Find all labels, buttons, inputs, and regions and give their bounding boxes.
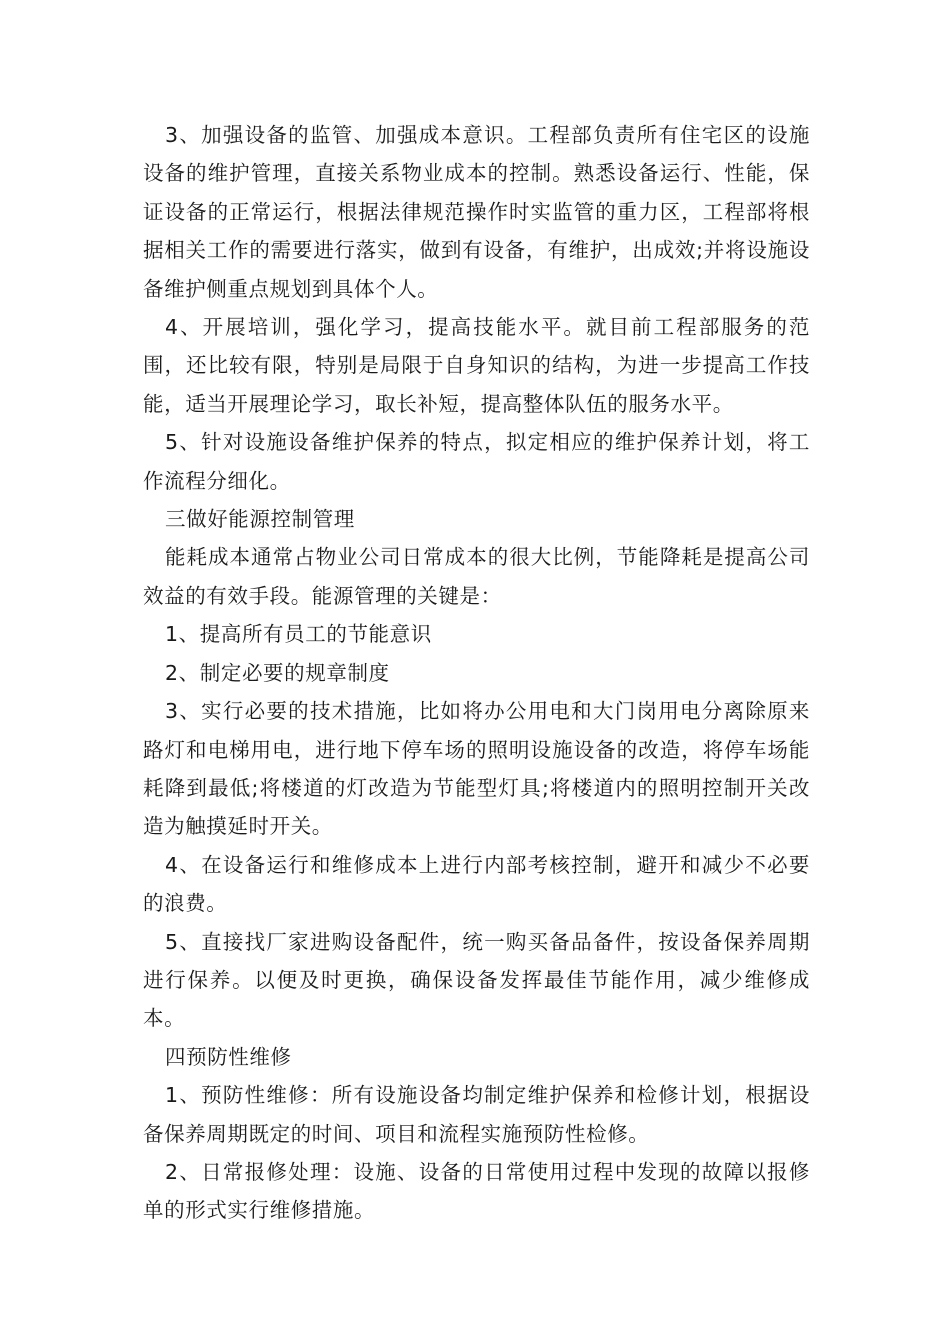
section-heading-preventive-maintenance: 四预防性维修 [165,1044,292,1069]
paragraph-preventive-maintenance: 1、预防性维修：所有设施设备均制定维护保养和检修计划，根据设备保养周期既定的时间、项目和流程实施预防性检修。 [143,1083,810,1146]
paragraph-maintenance-plan: 5、针对设施设备维护保养的特点，拟定相应的维护保养计划，将工作流程分细化。 [143,430,810,493]
paragraph-cost-control: 4、在设备运行和维修成本上进行内部考核控制，避开和减少不必要的浪费。 [143,852,810,916]
paragraph-training: 4、开展培训，强化学习，提高技能水平。就目前工程部服务的范围，还比较有限，特别是局限于自身知识的结构，为进一步提高工作技能，适当开展理论学习，取长补短，提高整体队伍的服务水平。 [143,315,810,416]
paragraph-energy-awareness: 1、提高所有员工的节能意识 [165,622,432,647]
paragraph-equipment-supervision: 3、加强设备的监管、加强成本意识。工程部负责所有住宅区的设施设备的维护管理，直接关系物业成本的控制。熟悉设备运行、性能，保证设备的正常运行，根据法律规范操作时实监管的重力区，工程部将根据相关工作的需要进行落实，做到有设备，有维护，出成效;并将设施设备维护侧重点规划到具体个人。 [143,123,810,301]
paragraph-regulations: 2、制定必要的规章制度 [165,660,390,685]
paragraph-spare-parts: 5、直接找厂家进购设备配件，统一购买备品备件，按设备保养周期进行保养。以便及时更换，确保设备发挥最佳节能作用，减少维修成本。 [143,929,810,1031]
document-body [143,116,810,1230]
paragraph-energy-intro: 能耗成本通常占物业公司日常成本的很大比例，节能降耗是提高公司效益的有效手段。能源管理的关键是： [143,545,810,608]
section-heading-energy-control: 三做好能源控制管理 [165,507,355,532]
paragraph-technical-measures: 3、实行必要的技术措施，比如将办公用电和大门岗用电分离除原来路灯和电梯用电，进行地下停车场的照明设施设备的改造，将停车场能耗降到最低;将楼道的灯改造为节能型灯具;将楼道内的照明控制开关改造为触摸延时开关。 [143,699,810,839]
paragraph-repair-handling: 2、日常报修处理：设施、设备的日常使用过程中发现的故障以报修单的形式实行维修措施。 [143,1159,810,1223]
